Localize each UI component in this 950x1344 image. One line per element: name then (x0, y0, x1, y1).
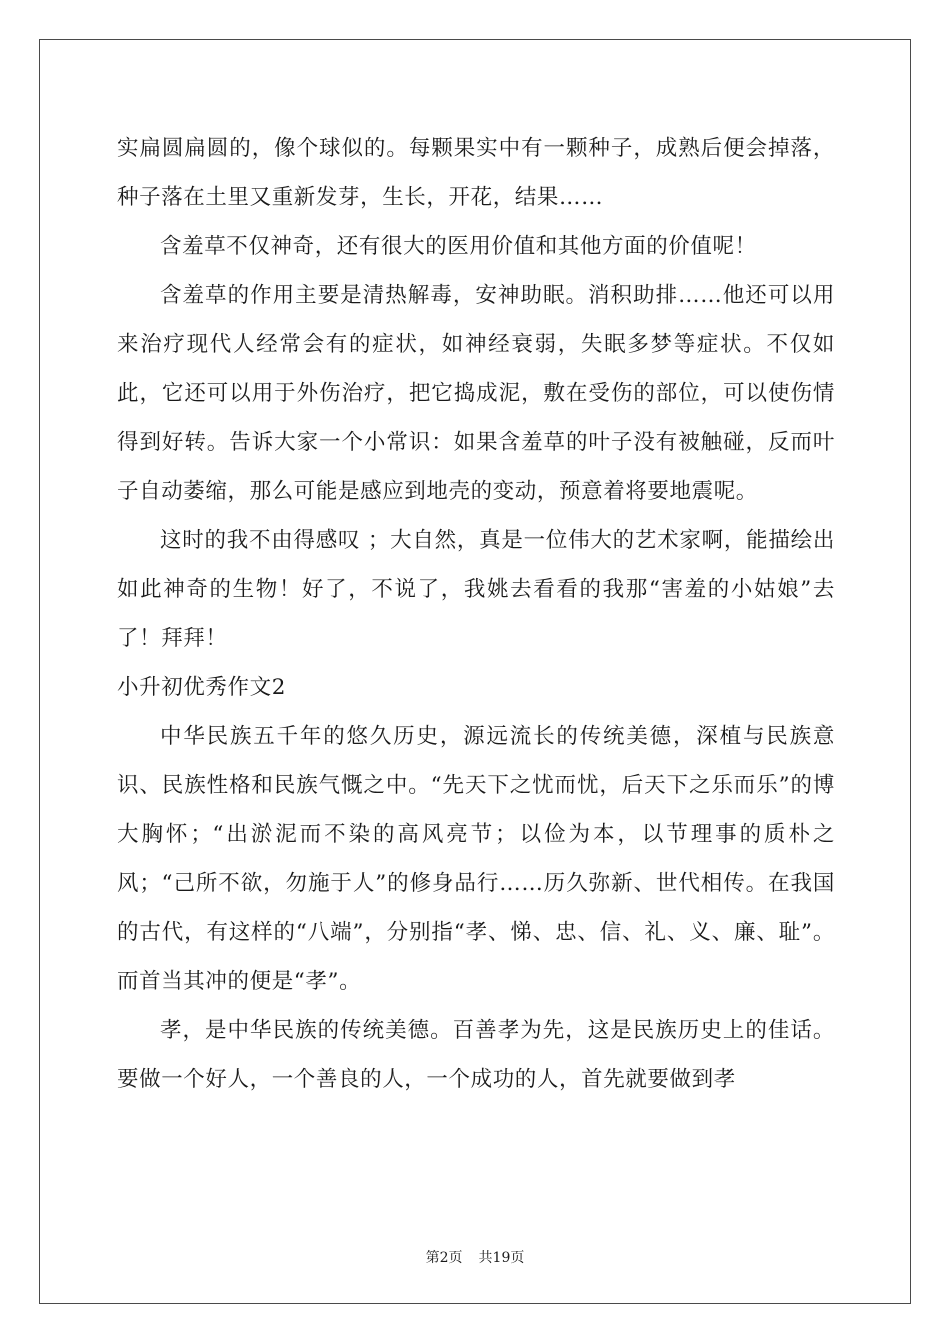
paragraph-filial: 孝，是中华民族的传统美德。百善孝为先，这是民族历史上的佳话。要做一个好人，一个善良的人，一个成功的人，首先就要做到孝 (117, 1018, 835, 1092)
paragraph-uses: 含羞草的作用主要是清热解毒，安神助眠。消积助排……他还可以用来治疗现代人经常会有的症状，如神经衰弱，失眠多梦等症状。不仅如此，它还可以用于外伤治疗，把它捣成泥，敷在受伤的部位，可以使伤情得到好转。告诉大家一个小常识：如果含羞草的叶子没有被触碰，反而叶子自动萎缩，那么可能是感应到地壳的变动，预意着将要地震呢。 (117, 283, 835, 504)
page-number: 第2页 (425, 1250, 463, 1266)
paragraph-virtues: 中华民族五千年的悠久历史，源远流长的传统美德，深植与民族意识、民族性格和民族气慨之中。“先天下之忧而忧，后天下之乐而乐”的博大胸怀；“出淤泥而不染的高风亮节；以俭为本，以节理事的质朴之风；“己所不欲，勿施于人”的修身品行……历久弥新、世代相传。在我国的古代，有这样的“八端”，分别指“孝、悌、忠、信、礼、义、廉、耻”。而首当其冲的便是“孝”。 (117, 724, 835, 994)
document-body (117, 124, 835, 1104)
page-footer (0, 1247, 950, 1267)
paragraph-fruit: 实扁圆扁圆的，像个球似的。每颗果实中有一颗种子，成熟后便会掉落，种子落在土里又重新发芽，生长，开花，结果…… (117, 136, 835, 210)
page-total: 共19页 (478, 1250, 525, 1266)
essay-heading: 小升初优秀作文2 (117, 675, 286, 700)
paragraph-value: 含羞草不仅神奇，还有很大的医用价值和其他方面的价值呢！ (160, 234, 757, 259)
paragraph-sigh: 这时的我不由得感叹 ；大自然，真是一位伟大的艺术家啊，能描绘出如此神奇的生物！好了，不说了，我姚去看看的我那“害羞的小姑娘”去了！拜拜！ (117, 528, 835, 651)
